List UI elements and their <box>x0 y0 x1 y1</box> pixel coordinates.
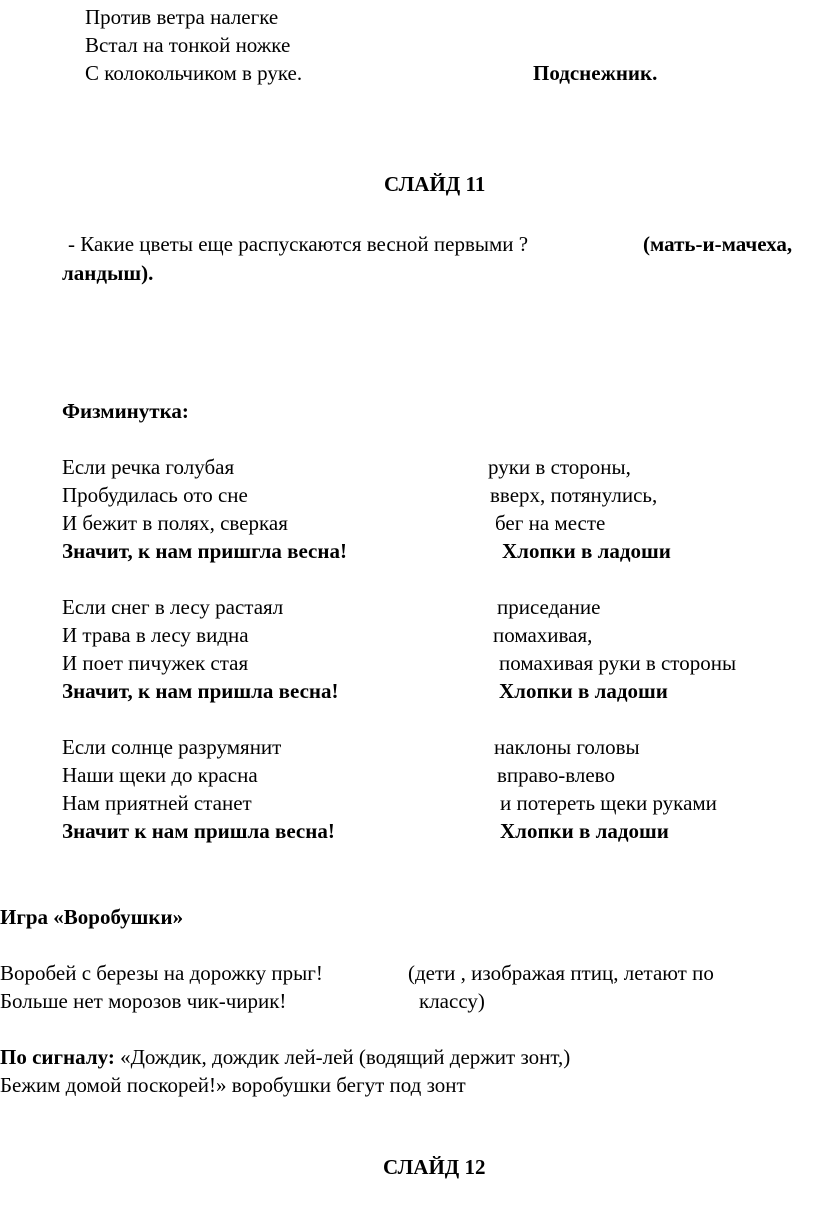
stanza-1-action-2: вверх, потянулись, <box>490 483 658 507</box>
slide-12-title: СЛАЙД 12 <box>383 1155 486 1179</box>
stanza-1-line-3: И бежит в полях, сверкая <box>62 511 288 535</box>
slide-11-answer-2: ландыш). <box>62 261 154 285</box>
signal-text: «Дождик, дождик лей-лей (водящий держит зонт,) <box>120 1045 571 1069</box>
stanza-2-action-2: помахивая, <box>493 623 593 647</box>
poem-line-2: Встал на тонкой ножке <box>85 33 291 57</box>
stanza-1-action-4: Хлопки в ладоши <box>502 539 671 563</box>
stanza-2-line-3: И поет пичужек стая <box>62 651 249 675</box>
signal-label: По сигналу: <box>0 1045 115 1069</box>
stanza-2-action-1: приседание <box>497 595 601 619</box>
slide-11-title: СЛАЙД 11 <box>384 172 486 196</box>
slide-11-question: - Какие цветы еще распускаются весной первыми ? <box>68 232 529 256</box>
poem-line-3: С колокольчиком в руке. <box>85 61 303 85</box>
game-note-1: (дети , изображая птиц, летают по <box>408 961 714 985</box>
stanza-2-action-3: помахивая руки в стороны <box>499 651 737 675</box>
stanza-1-action-3: бег на месте <box>495 511 606 535</box>
game-line-4: Бежим домой поскорей!» воробушки бегут под зонт <box>0 1073 466 1097</box>
stanza-3-line-3: Нам приятней станет <box>62 791 252 815</box>
game-note-2: классу) <box>419 989 485 1013</box>
game-signal-line <box>0 1043 570 1071</box>
stanza-2-line-1: Если снег в лесу растаял <box>62 595 284 619</box>
stanza-3-action-4: Хлопки в ладоши <box>500 819 669 843</box>
game-line-2: Больше нет морозов чик-чирик! <box>0 989 287 1013</box>
stanza-3-line-2: Наши щеки до красна <box>62 763 258 787</box>
slide-11-answer-1: (мать-и-мачеха, <box>643 232 793 256</box>
stanza-3-line-1: Если солнце разрумянит <box>62 735 282 759</box>
stanza-3-line-4: Значит к нам пришла весна! <box>62 819 335 843</box>
fizminutka-heading: Физминутка: <box>62 399 189 423</box>
game-line-1: Воробей с березы на дорожку прыг! <box>0 961 323 985</box>
game-heading: Игра «Воробушки» <box>0 905 184 929</box>
stanza-1-line-2: Пробудилась ото сне <box>62 483 248 507</box>
stanza-2-line-2: И трава в лесу видна <box>62 623 249 647</box>
poem-line-1: Против ветра налегке <box>85 5 279 29</box>
stanza-2-action-4: Хлопки в ладоши <box>499 679 668 703</box>
stanza-1-action-1: руки в стороны, <box>488 455 631 479</box>
stanza-1-line-1: Если речка голубая <box>62 455 235 479</box>
stanza-3-action-3: и потереть щеки руками <box>500 791 717 815</box>
stanza-3-action-2: вправо-влево <box>497 763 615 787</box>
riddle-answer: Подснежник. <box>533 61 658 85</box>
stanza-3-action-1: наклоны головы <box>494 735 640 759</box>
stanza-2-line-4: Значит, к нам пришла весна! <box>62 679 339 703</box>
stanza-1-line-4: Значит, к нам пришгла весна! <box>62 539 347 563</box>
